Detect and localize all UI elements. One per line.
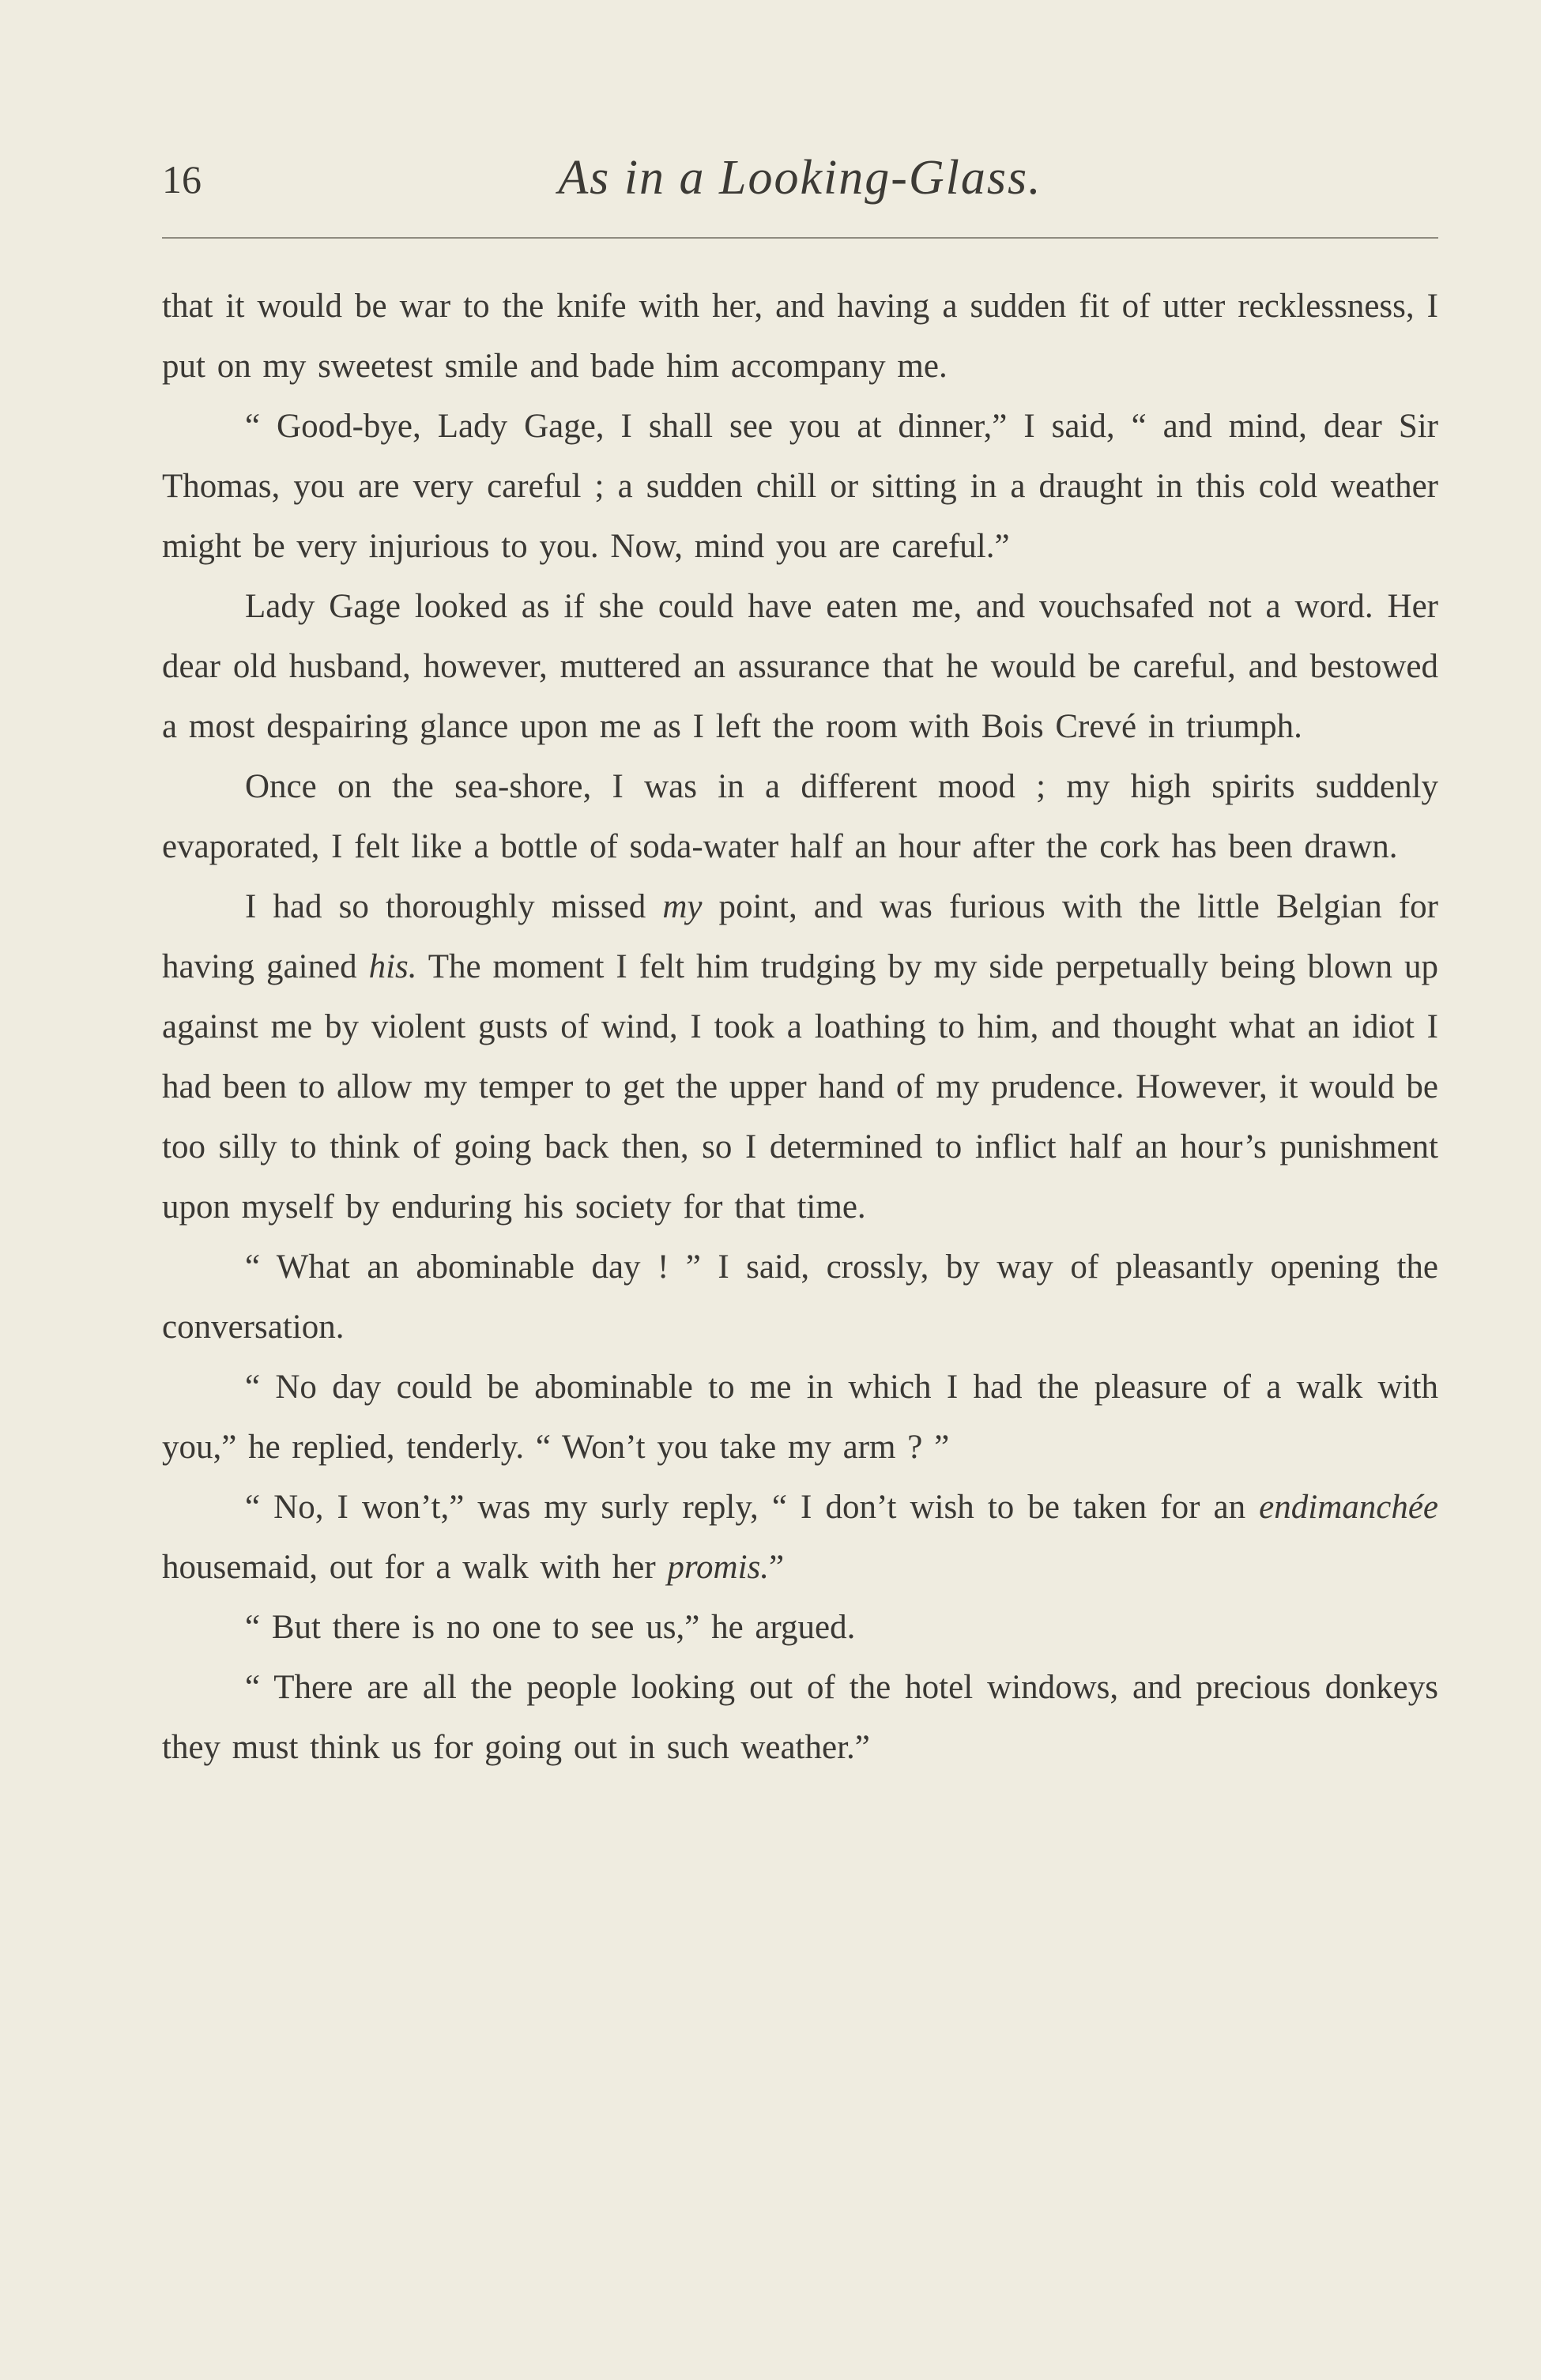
- paragraph-6: [162, 1237, 1438, 1358]
- paragraph-4-text: Once on the sea-shore, I was in a different mood ; my high spirits suddenly evaporated, I felt like a bottle of soda-water half an hour after the cork has been drawn.: [162, 768, 1438, 865]
- page-number: 16: [162, 157, 202, 201]
- running-title: As in a Looking-Glass.: [558, 151, 1042, 205]
- paragraph-6-text: “ What an abominable day ! ” I said, crossly, by way of pleasantly opening the conversation.: [162, 1248, 1438, 1346]
- paragraph-8-text-a: “ No, I won’t,” was my surly reply, “ I don’t wish to be taken for an: [245, 1489, 1260, 1526]
- paragraph-8-italic-promis: promis.: [667, 1549, 770, 1586]
- paragraph-7-text: “ No day could be abominable to me in which I had the pleasure of a walk with you,” he replied, tenderly. “ Won’t you take my arm ? ”: [162, 1369, 1438, 1466]
- paragraph-2-text: “ Good-bye, Lady Gage, I shall see you at dinner,” I said, “ and mind, dear Sir Thomas, you are very careful ; a sudden chill or sitting in a draught in this cold weather might be very injurious to you. Now, mind you are careful.”: [162, 408, 1438, 565]
- paragraph-8-italic-endimanchee: endimanchée: [1259, 1489, 1438, 1526]
- body-text: [162, 277, 1438, 1778]
- paragraph-1-text: that it would be war to the knife with her, and having a sudden fit of utter recklessness, I put on my sweetest smile and bade him accompany me.: [162, 288, 1438, 385]
- paragraph-8: [162, 1478, 1438, 1598]
- paragraph-5: [162, 877, 1438, 1237]
- paragraph-3: [162, 577, 1438, 757]
- paragraph-4: [162, 757, 1438, 877]
- paragraph-3-text: Lady Gage looked as if she could have eaten me, and vouchsafed not a word. Her dear old husband, however, muttered an assurance that he would be careful, and bestowed a most despairing glance upon me as I left the room with Bois Crevé in triumph.: [162, 588, 1438, 745]
- paragraph-9-text: “ But there is no one to see us,” he argued.: [245, 1609, 856, 1646]
- header-rule: [162, 237, 1438, 239]
- paragraph-5-text-c: The moment I felt him trudging by my side perpetually being blown up against me by violent gusts of wind, I took a loathing to him, and thought what an idiot I had been to allow my temper to get the upper hand of my prudence. However, it would be too silly to think of going back then, so I determined to inflict half an hour’s punishment upon myself by enduring his society for that time.: [162, 948, 1439, 1226]
- paragraph-1: [162, 277, 1438, 397]
- paragraph-2: [162, 397, 1438, 577]
- page-header: [162, 150, 1438, 213]
- paragraph-5-text-b: point, and was furious with the little Belgian for having gained: [162, 888, 1438, 985]
- paragraph-10: [162, 1658, 1438, 1778]
- paragraph-5-text-a: I had so thoroughly missed: [245, 888, 663, 925]
- paragraph-5-italic-his: his.: [368, 948, 417, 985]
- paragraph-5-italic-my: my: [662, 888, 703, 925]
- paragraph-9: [162, 1598, 1438, 1658]
- paragraph-7: [162, 1358, 1438, 1478]
- paragraph-8-text-c: ”: [769, 1549, 785, 1586]
- paragraph-10-text: “ There are all the people looking out of the hotel windows, and precious donkeys they must think us for going out in such weather.”: [162, 1669, 1438, 1766]
- paragraph-8-text-b: housemaid, out for a walk with her: [162, 1549, 668, 1586]
